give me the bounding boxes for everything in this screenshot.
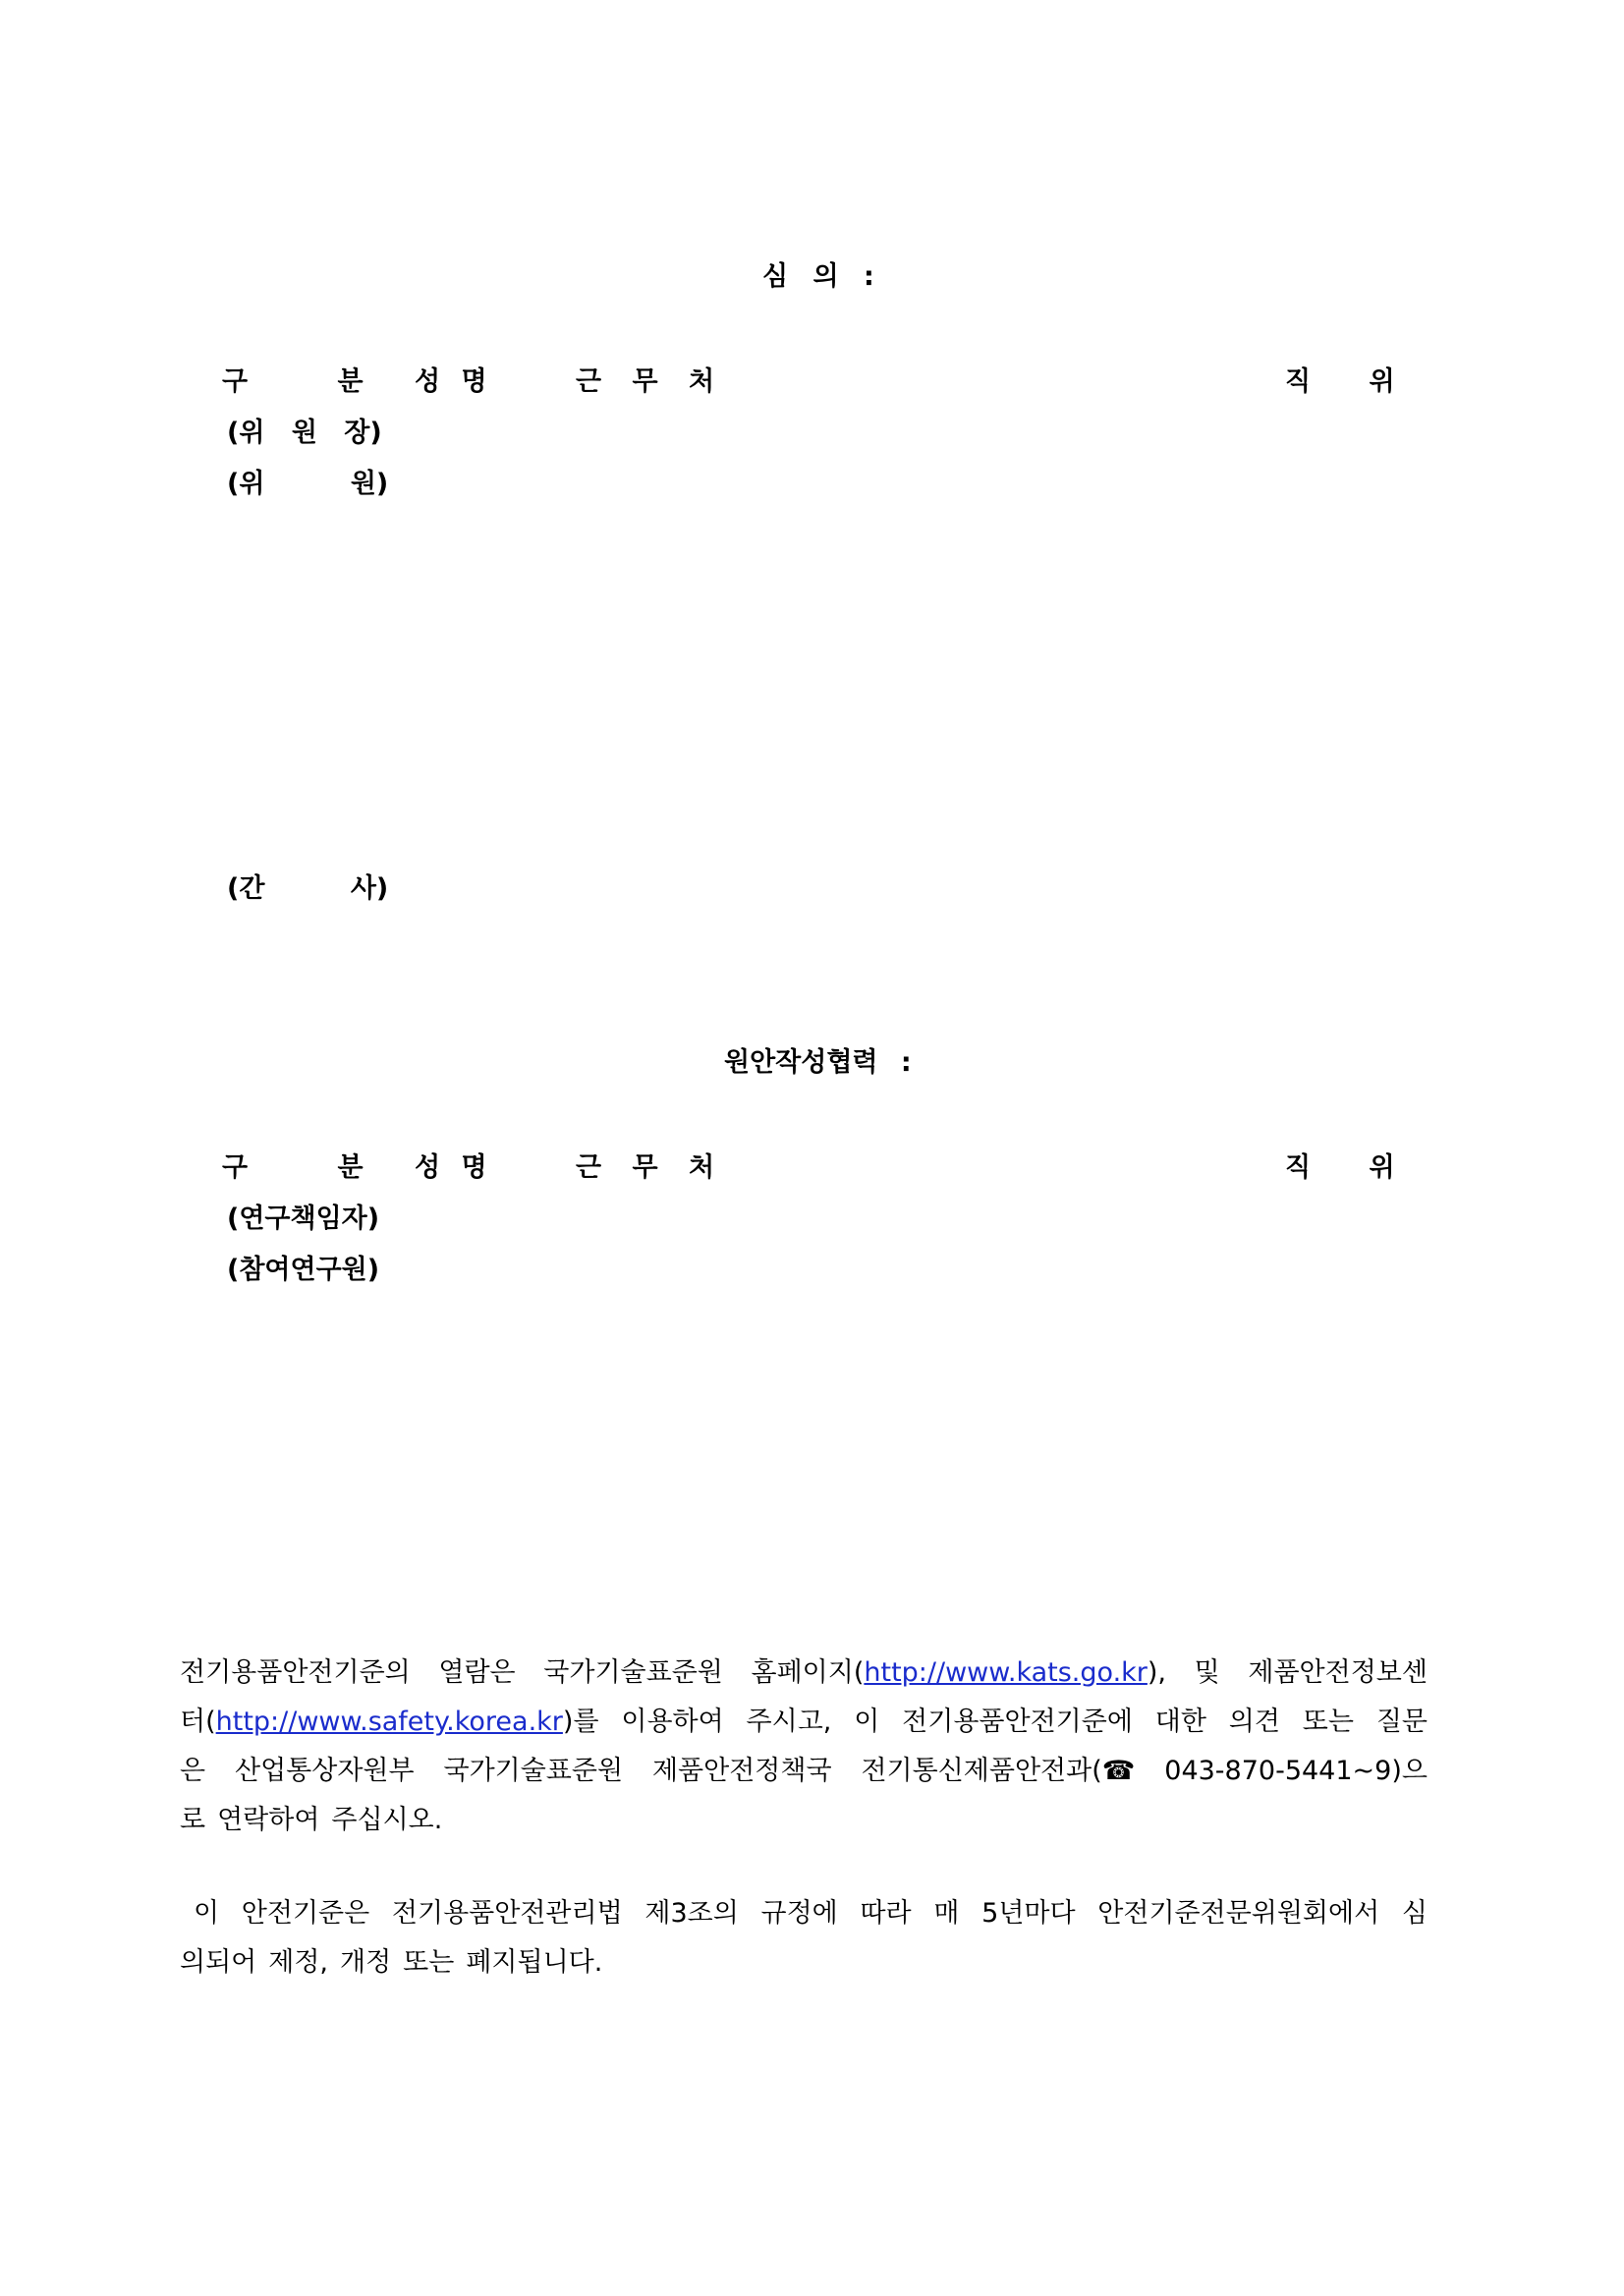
text: 이	[854, 1707, 880, 1737]
text: 제품안전정보센	[1248, 1657, 1428, 1688]
kats-link[interactable]: http://www.kats.go.kr	[864, 1657, 1148, 1688]
text: 또는	[403, 1947, 455, 1978]
safety-text	[180, 1698, 599, 1747]
review-row-secretary: (간 사)	[227, 873, 389, 904]
text: 따라	[860, 1898, 912, 1929]
text: 제정,	[268, 1947, 328, 1978]
draft-header-name: 성 명	[415, 1152, 487, 1183]
text: 국가기술표준원	[543, 1657, 723, 1688]
review-header-workplace: 근 무 처	[576, 366, 715, 397]
text: 전기용품안전기준에	[902, 1707, 1133, 1737]
homepage-text	[752, 1649, 1167, 1698]
notice-p1-line-4	[180, 1796, 1428, 1845]
text: 또는	[1302, 1707, 1354, 1737]
review-header-name: 성 명	[415, 366, 487, 397]
notice-p1-line-1	[180, 1649, 1428, 1698]
text: 폐지됩니다.	[466, 1947, 603, 1978]
draft-header-category: 구 분	[222, 1152, 364, 1183]
text: 주십시오.	[331, 1805, 443, 1835]
phone-number: 043-870-5441~9)으	[1164, 1756, 1428, 1786]
text: 주시고,	[746, 1707, 832, 1737]
notice-p2-line-2	[180, 1938, 1428, 1988]
text: 연락하여	[217, 1805, 320, 1835]
text: 개정	[340, 1947, 392, 1978]
phone-label: 전기통신제품안전과(☎	[861, 1756, 1136, 1786]
text: 이	[194, 1898, 220, 1929]
text: 로	[180, 1805, 206, 1835]
draft-row-participant: (참여연구원)	[227, 1255, 380, 1285]
notice-paragraph-1	[180, 1649, 1428, 1845]
notice-paragraph-2	[180, 1889, 1428, 1988]
text: 5년마다	[981, 1898, 1076, 1929]
text: 의되어	[180, 1947, 257, 1978]
draft-header-position: 직 위	[1285, 1152, 1395, 1183]
text: 및	[1194, 1657, 1220, 1688]
text: )를	[562, 1707, 599, 1737]
notice-p2-line-1	[180, 1889, 1428, 1938]
text: 홈페이지(	[751, 1657, 865, 1688]
text: 질문	[1375, 1707, 1428, 1737]
draft-title: 원안작성협력 :	[724, 1047, 912, 1078]
notice-p1-line-2	[180, 1698, 1428, 1747]
text: 열람은	[438, 1657, 516, 1688]
text: 이용하여	[621, 1707, 724, 1737]
text: 제3조의	[644, 1898, 739, 1929]
text: 전기용품안전기준의	[180, 1657, 411, 1688]
text: 의견	[1228, 1707, 1280, 1737]
text: 국가기술표준원	[443, 1756, 624, 1786]
text: 심	[1401, 1898, 1428, 1929]
draft-row-lead: (연구책임자)	[227, 1204, 380, 1234]
review-row-chair: (위 원 장)	[227, 418, 382, 448]
text: 은	[180, 1756, 206, 1786]
text: 제품안전정책국	[651, 1756, 832, 1786]
text: 터(	[180, 1707, 216, 1737]
text: 대한	[1154, 1707, 1206, 1737]
text: 전기용품안전관리법	[391, 1898, 623, 1929]
review-header-category: 구 분	[222, 366, 364, 397]
review-row-member: (위 원)	[227, 469, 389, 499]
text: 안전기준은	[241, 1898, 370, 1929]
review-header-position: 직 위	[1285, 366, 1395, 397]
text: 매	[933, 1898, 960, 1929]
text: 안전기준전문위원회에서	[1097, 1898, 1380, 1929]
draft-header-workplace: 근 무 처	[576, 1152, 715, 1183]
notice-p1-line-3	[180, 1747, 1428, 1796]
safety-korea-link[interactable]: http://www.safety.korea.kr	[215, 1707, 563, 1737]
review-title: 심 의 :	[762, 261, 874, 292]
text: 규정에	[760, 1898, 838, 1929]
text: 산업통상자원부	[235, 1756, 415, 1786]
text: ),	[1147, 1657, 1167, 1688]
